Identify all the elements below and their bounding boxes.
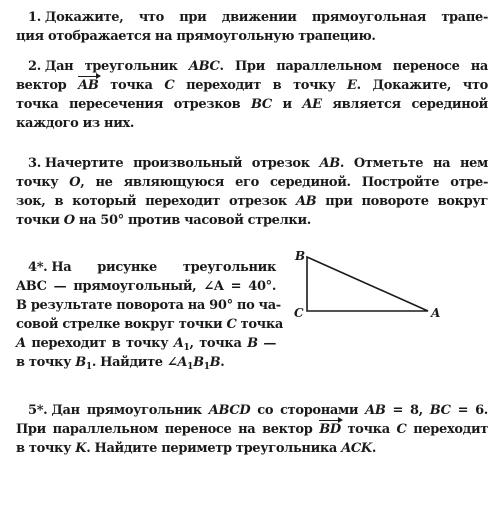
task-4-line-4: совой стрелке вокруг точки C точка [16, 317, 283, 332]
task-3-line-4: точки O на 50° против часовой стрелки. [16, 213, 311, 228]
task-4-line-6: в точку $B_1$. Найдите $\angle A_1B_1B$. [16, 355, 225, 372]
task-2-line-3: точка пересечения отрезков BC и AE является серединой [16, 97, 488, 112]
task-5 [16, 401, 488, 458]
vertex-label-a: A [431, 306, 441, 320]
task-5-line-3: в точку K. Найдите периметр треугольника ACK. [16, 441, 377, 456]
task-5-line-1: 5*. Дан прямоугольник ABCD со сторонами AB = 8, BC = 6. [28, 403, 488, 418]
task-1-line-2: ция отображается на прямоугольную трапецию. [16, 29, 376, 44]
triangle-abc [307, 257, 428, 311]
task-3-line-2: точку O, не являющуюся его серединой. Постройте отре- [16, 175, 488, 190]
vector-bd: BD [319, 422, 341, 437]
vector-ab: AB [78, 78, 99, 93]
task-4-line-2: ABC — прямоугольный, ∠A = 40°. [16, 279, 276, 294]
task-1 [16, 8, 488, 46]
task-5-line-2: При параллельном переносе на вектор BD точка C переходит [16, 422, 488, 437]
task-2-line-1: 2. Дан треугольник ABC. При параллельном переносе на [28, 59, 488, 74]
task-1-line-1: 1. Докажите, что при движении прямоугольная трапе- [28, 10, 488, 25]
task-2-line-2: вектор AB точка C переходит в точку E. Докажите, что [16, 78, 488, 93]
task-3-line-1: 3. Начертите произвольный отрезок AB. Отметьте на нем [28, 156, 488, 171]
task-3 [16, 154, 488, 230]
task-4-line-3: В результате поворота на 90° по ча- [16, 298, 281, 313]
task-2-line-4: каждого из них. [16, 116, 135, 131]
task-1-number: 1. [28, 10, 41, 25]
task-4 [16, 258, 283, 372]
task-4-line-5: A переходит в точку $A_1$, точка B — [16, 336, 277, 353]
triangle-figure [288, 248, 458, 328]
task-3-line-3: зок, в который переходит отрезок AB при повороте вокруг [16, 194, 488, 209]
vertex-label-b: B [295, 249, 306, 263]
vertex-label-c: C [294, 306, 304, 320]
task-4-line-1: 4*. На рисунке треугольник [28, 260, 276, 275]
task-2 [16, 57, 488, 133]
